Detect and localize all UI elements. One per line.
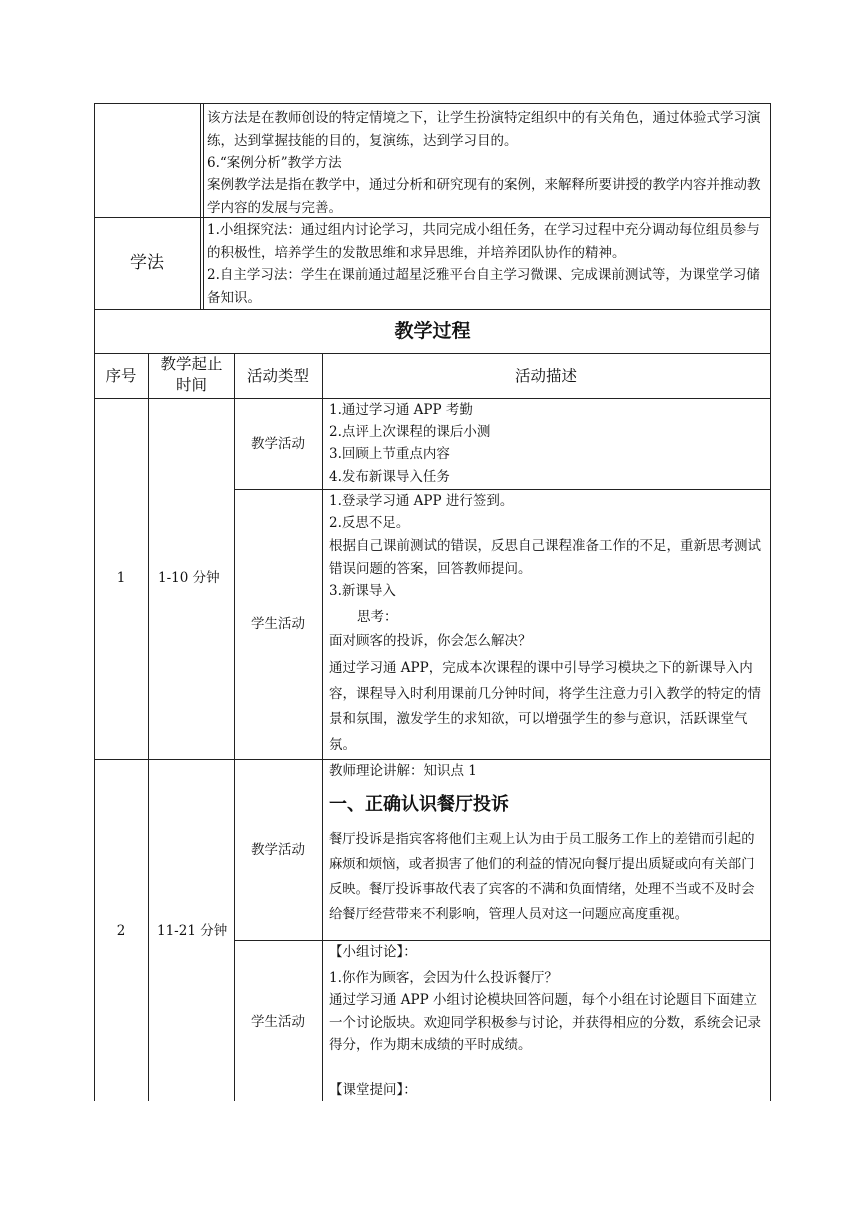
row1-time: 1-10 分钟 (158, 570, 220, 586)
table-border-right (770, 103, 771, 1101)
row2-class-question: 【课堂提问】： (329, 1082, 417, 1098)
col-divider-seq (148, 353, 149, 1101)
header-type: 活动类型 (246, 367, 309, 385)
row2-activity-divider (234, 940, 771, 941)
row1-teacher-label: 教学活动 (251, 436, 305, 452)
col-divider-time (234, 353, 235, 1101)
row2-time: 11-21 分钟 (157, 923, 228, 939)
process-title: 教学过程 (394, 320, 471, 342)
row2-teacher-paragraph: 餐厅投诉是指宾客将他们主观上认为由于员工服务工作上的差错而引起的麻烦和烦恼，或者损害了他们的利益的情况向餐厅提出质疑或向有关部门反映。餐厅投诉事故代表了宾客的不满和负面情绪，处理不当或不及时会给餐厅经营带来不利影响，管理人员对这一问题应高度重视。 (329, 832, 755, 922)
row1-student-intro-desc: 通过学习通 APP，完成本次课程的课中引导学习模块之下的新课导入内容，课程导入时利用课前几分钟时间，将学生注意力引入教学的特定的情景和氛围，激发学生的求知欲，可以增强学生的参与意识，活跃课堂气氛。 (329, 660, 761, 753)
header-seq: 序号 (105, 367, 137, 385)
label-column-divider-inner (203, 103, 204, 309)
row1-student-label: 学生活动 (251, 616, 305, 632)
row1-teacher-item: 1.通过学习通 APP 考勤 (329, 402, 473, 418)
row1-student-line: 思考： (357, 609, 398, 625)
study-method-group: 1.小组探究法：通过组内讨论学习，共同完成小组任务，在学习过程中充分调动每位组员参与的积极性，培养学生的发散思维和求异思维，并培养团队协作的精神。 (207, 222, 760, 261)
row2-teacher-heading: 一、正确认识餐厅投诉 (329, 794, 509, 815)
table-border-top (94, 103, 771, 104)
row1-student-line: 1.登录学习通 APP 进行签到。 (329, 493, 514, 509)
header-time: 教学起止时间 (160, 355, 223, 394)
study-method-self: 2.自主学习法：学生在课前通过超星泛雅平台自主学习微课、完成课前测试等，为课堂学习储备知识。 (207, 267, 760, 306)
label-column-divider (200, 103, 201, 309)
row1-teacher-item: 4.发布新课导入任务 (329, 469, 450, 485)
header-desc: 活动描述 (514, 367, 577, 385)
row2-teacher-label: 教学活动 (251, 842, 305, 858)
row2-teacher-intro: 教师理论讲解：知识点 1 (329, 763, 477, 779)
row-divider-study (94, 309, 771, 310)
row1-student-reflection: 根据自己课前测试的错误，反思自己课程准备工作的不足，重新思考测试错误问题的答案，回答教师提问。 (329, 538, 761, 577)
row2-question-1: 1.你作为顾客，会因为什么投诉餐厅？ (329, 970, 558, 986)
row2-student-label: 学生活动 (251, 1014, 305, 1030)
row1-student-line: 面对顾客的投诉，你会怎么解决？ (329, 633, 532, 649)
case-method-title: 6.“案例分析”教学方法 (207, 155, 342, 171)
row2-discussion-desc: 通过学习通 APP 小组讨论模块回答问题，每个小组在讨论题目下面建立一个讨论版块。欢迎同学积极参与讨论，并获得相应的分数，系统会记录得分，作为期末成绩的平时成绩。 (329, 992, 761, 1053)
case-method-description: 案例教学法是指在教学中，通过分析和研究现有的案例，来解释所要讲授的教学内容并推动教学内容的发展与完善。 (207, 177, 761, 216)
row1-seq: 1 (116, 570, 126, 586)
study-methods-label: 学法 (130, 253, 164, 273)
row1-teacher-item: 2.点评上次课程的课后小测 (329, 424, 491, 440)
role-play-description: 该方法是在教师创设的特定情境之下，让学生扮演特定组织中的有关角色，通过体验式学习演练，达到掌握技能的目的，复演练，达到学习目的。 (207, 110, 761, 149)
row2-group-discussion: 【小组讨论】： (329, 944, 417, 960)
row1-student-line: 2.反思不足。 (329, 515, 410, 531)
row1-student-line: 3.新课导入 (329, 583, 396, 599)
row1-teacher-item: 3.回顾上节重点内容 (329, 446, 450, 462)
row2-seq: 2 (116, 923, 126, 939)
col-divider-type (322, 353, 323, 1101)
